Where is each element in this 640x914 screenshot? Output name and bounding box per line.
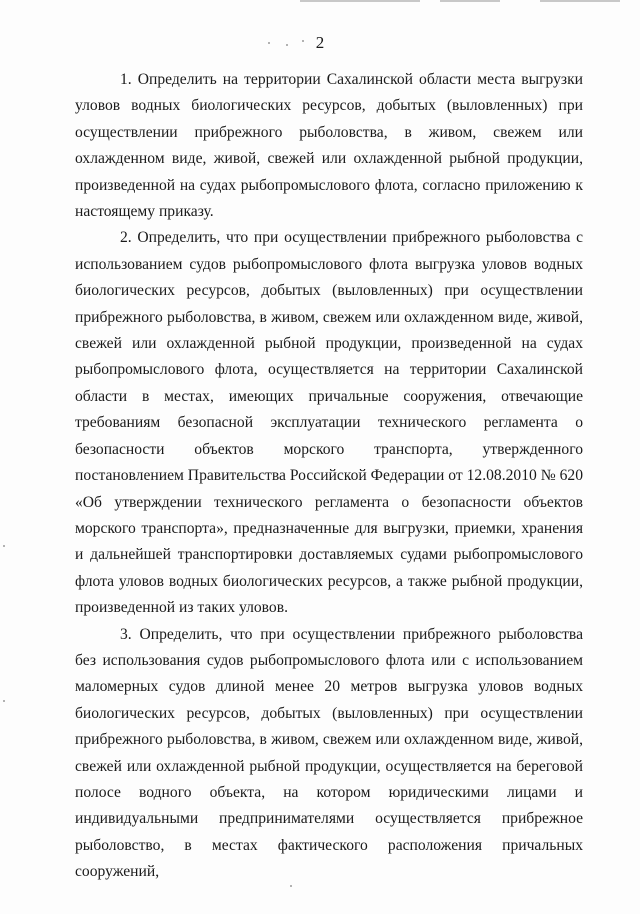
scan-speck xyxy=(3,545,5,547)
page-number: 2 xyxy=(315,33,325,52)
paragraph-2: 2. Определить, что при осуществлении прибрежного рыболовства с использованием судов рыбопромыслового флота выгрузка уловов водных биологических ресурсов, добытых (выловленных) при осуществлении прибрежного рыболовства, в живом, свежем или охлажденном виде, живой, свежей или охлажденной рыбной продукции, произведенной на судах рыбопромыслового флота, осуществляется на территории Сахалинской области в местах, имеющих причальные сооружения, отвечающие требованиям безопасной эксплуатации технического регламента о безопасности объектов морского транспорта, утвержденного постановлением Правительства Российской Федерации от 12.08.2010 № 620 «Об утверждении технического регламента о безопасности объектов морского транспорта», предназначенные для выгрузки, приемки, хранения и дальнейшей транспортировки доставляемых судами рыбопромыслового флота уловов водных биологических ресурсов, а также рыбной продукции, произведенной из таких уловов. xyxy=(75,229,583,617)
scan-edge-mark xyxy=(440,0,500,2)
scan-speck xyxy=(3,700,5,702)
scan-edge-mark xyxy=(300,0,420,2)
scan-edge-mark xyxy=(540,0,620,2)
paragraph-1: 1. Определить на территории Сахалинской области места выгрузки уловов водных биологических ресурсов, добытых (выловленных) при осуществлении прибрежного рыболовства, в живом, свежем или охлажденном виде, живой, свежей или охлажденной рыбной продукции, произведенной на судах рыбопромыслового флота, согласно приложению к настоящему приказу. xyxy=(75,71,583,221)
body-text xyxy=(75,67,583,886)
paragraph-3: 3. Определить, что при осуществлении прибрежного рыболовства без использования судов рыбопромыслового флота или с использованием маломерных судов длиной менее 20 метров выгрузка уловов водных биологических ресурсов, добытых (выловленных) при осуществлении прибрежного рыболовства, в живом, свежем или охлажденном виде, живой, свежей или охлажденной рыбной продукции, осуществляется на береговой полосе водного объекта, на котором юридическими лицами и индивидуальными предпринимателями осуществляется прибрежное рыболовство, в местах фактического расположения причальных сооружений, xyxy=(75,625,583,881)
